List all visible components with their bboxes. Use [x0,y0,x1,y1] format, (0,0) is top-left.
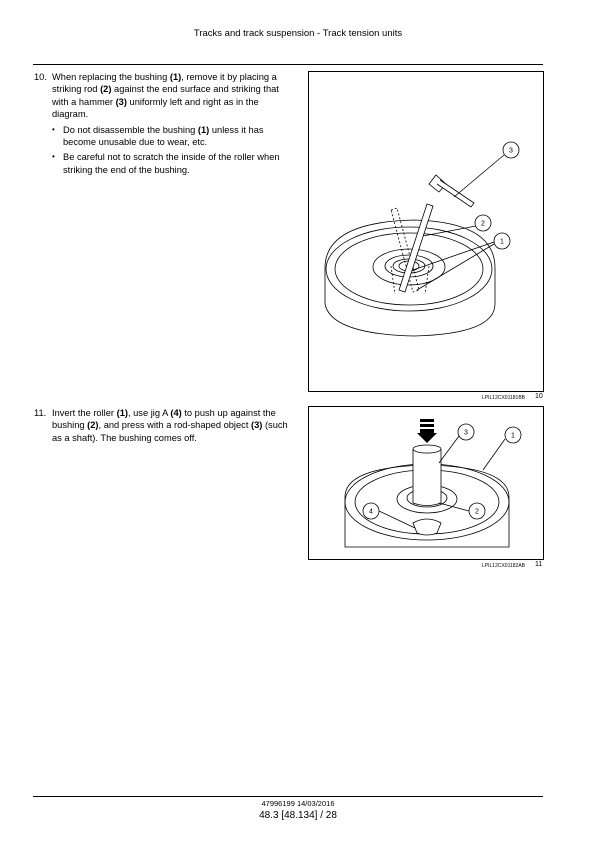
callout-label: 2 [475,508,479,516]
figure-code: LPIL12CX01182AB [482,563,525,569]
header-rule [33,64,543,65]
callout-ref: (2) [100,84,112,95]
figure-code: LPIL12CX01181BB [482,395,525,401]
footer-rule [33,796,543,797]
figure-10-image [308,71,544,392]
callout-label: 4 [369,508,373,516]
step-number: 10. [34,72,47,82]
push-arrow-icon [417,419,437,443]
step-10 [34,71,296,179]
callout-ref: (4) [170,408,182,418]
callout-ref: (2) [87,420,99,431]
step-text: When replacing the bushing (1), remove it by placing a striking rod (2) against the end surface and striking that with a hammer (3) uniformly left and right as in the diagram. [52,72,279,120]
step-11 [34,407,296,444]
callout-ref: (1) [197,124,210,135]
callout-label: 3 [509,147,513,155]
callout-ref: (1) [116,408,128,418]
callout-label: 3 [464,429,468,437]
figure-11-image [308,406,544,560]
callout-ref: (1) [169,72,182,82]
roller-press-illustration [309,407,543,559]
footer-doc-code: 47996199 14/03/2016 [261,799,335,808]
note-item: • Do not disassemble the bushing (1) unless it has become unusable due to wear, etc. [52,124,296,149]
footer-page-number: 48.3 [48.134] / 28 [259,810,337,821]
roller-hammer-illustration [309,72,543,391]
callout-label: 1 [511,432,515,440]
step-number: 11. [34,408,47,418]
callout-ref: (3) [115,96,127,107]
figure-number: 11 [535,561,543,568]
note-list [52,124,296,177]
header-title: Tracks and track suspension - Track tension units [193,28,403,39]
note-item: • Be careful not to scratch the inside of the roller when striking the end of the bushing. [52,151,296,176]
figure-number: 10 [535,393,543,400]
callout-label: 2 [481,220,485,228]
step-text: Invert the roller (1), use jig A (4) to push up against the bushing (2), and press with a rod-shaped object (3) (such as a shaft). The bushing comes off. [52,408,288,443]
callout-label: 1 [500,238,504,246]
callout-ref: (3) [251,420,263,431]
